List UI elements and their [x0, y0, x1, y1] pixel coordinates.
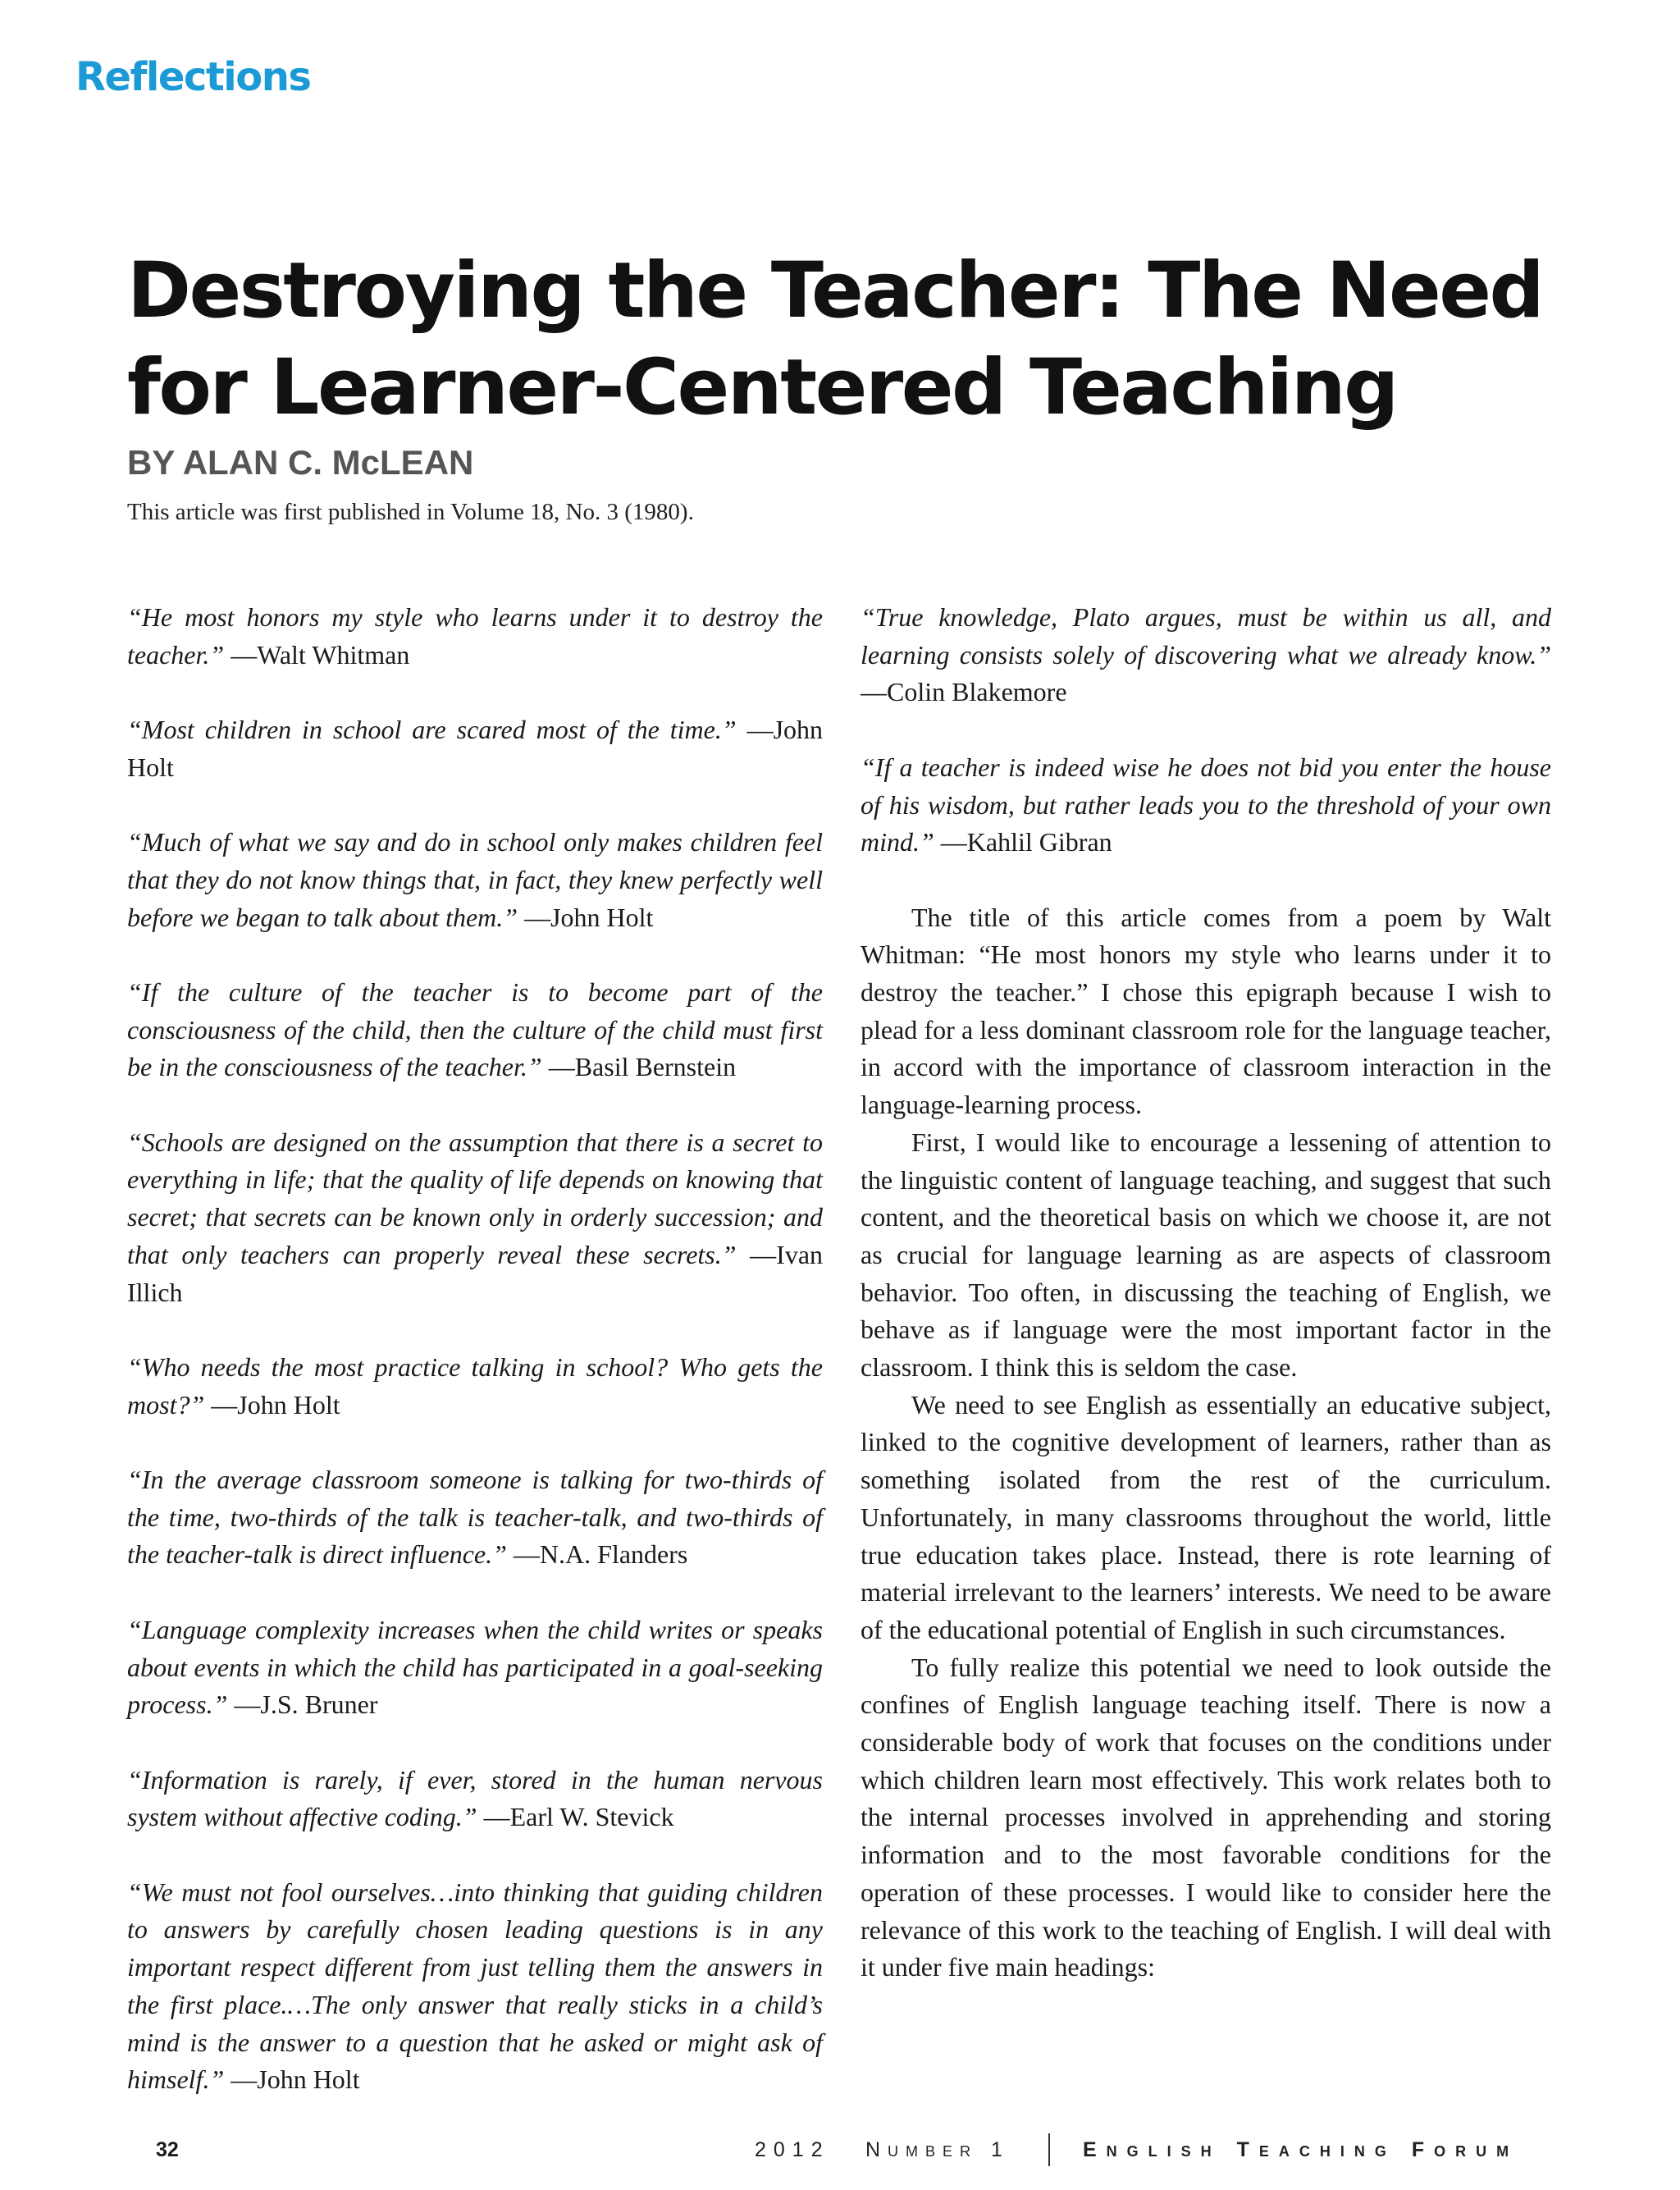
epigraph	[127, 1762, 823, 1836]
left-column	[127, 599, 823, 2137]
footer-divider	[1048, 2133, 1050, 2166]
epigraph-author: —Basil Bernstein	[548, 1052, 737, 1082]
epigraph-text: “If a teacher is indeed wise he does not bid you enter the house of his wisdom, but rather leads you to the threshold of your own mind.”	[861, 752, 1551, 857]
epigraph-text: “Information is rarely, if ever, stored in the human nervous system without affective coding.”	[127, 1764, 823, 1832]
body-paragraph: We need to see English as essentially an educative subject, linked to the cognitive development of learners, rather than as something isolated from the rest of the curriculum. Unfortunately, in many classrooms throughout the world, little true education takes place. Instead, there is rote learning of material irrelevant to the learners’ interests. We need to be aware of the educational potential of English in such circumstances.	[861, 1389, 1551, 1644]
article-body	[861, 899, 1551, 1987]
epigraph-text: “Who needs the most practice talking in school? Who gets the most?”	[127, 1351, 823, 1420]
epigraph-author: —John Holt	[524, 902, 654, 932]
epigraph	[127, 1874, 823, 2099]
epigraph-text: “Language complexity increases when the child writes or speaks about events in which the child has participated in a goal-seeking process.”	[127, 1614, 823, 1720]
publication-note: This article was first published in Volume 18, No. 3 (1980).	[127, 499, 694, 525]
epigraph-author: —J.S. Bruner	[234, 1689, 378, 1720]
page-number: 32	[156, 2138, 179, 2161]
epigraph	[127, 1124, 823, 1312]
footer-journal: English Teaching Forum	[1083, 2138, 1519, 2161]
section-label: Reflections	[75, 54, 311, 100]
epigraph-author: —Walt Whitman	[231, 639, 410, 670]
article-title: Destroying the Teacher: The Need for Learner-Centered Teaching	[127, 246, 1543, 432]
epigraph-text: “In the average classroom someone is talking for two-thirds of the time, two-thirds of the talk is teacher-talk, and two-thirds of the teacher-talk is direct influence.”	[127, 1465, 823, 1570]
byline: BY ALAN C. McLEAN	[127, 443, 474, 482]
epigraph-author: —John Holt	[127, 715, 824, 782]
epigraph-text: “True knowledge, Plato argues, must be within us all, and learning consists solely of discovering what we already know.”	[861, 602, 1551, 670]
body-paragraph: First, I would like to encourage a lessening of attention to the linguistic content of language teaching, and suggest that such content, and the theoretical basis on which we choose it, are not as crucial for language learning as are aspects of classroom behavior. Too often, in discussing the teaching of English, we behave as if language were the most important factor in the classroom. I think this is seldom the case.	[861, 1127, 1551, 1383]
epigraph	[127, 1349, 823, 1424]
epigraph	[127, 974, 823, 1086]
epigraph-text: “Most children in school are scared most of the time.”	[127, 715, 737, 745]
epigraph-author: —Earl W. Stevick	[483, 1802, 674, 1832]
epigraph-author: —John Holt	[231, 2064, 360, 2095]
body-paragraph: The title of this article comes from a poem by Walt Whitman: “He most honors my style who learns under it to destroy the teacher.” I chose this epigraph because I wish to plead for a less dominant classroom role for the language teacher, in accord with the importance of classroom interaction in the language-learning process.	[861, 902, 1551, 1120]
epigraph-text: “We must not fool ourselves…into thinking that guiding children to answers by carefully chosen leading questions is in any important respect different from just telling them the answers in the first place.…The only answer that really sticks in a child’s mind is the answer to a question that he asked or might ask of himself.”	[127, 1877, 823, 2095]
footer-year: 2012	[755, 2138, 830, 2161]
epigraph-text: “He most honors my style who learns under it to destroy the teacher.”	[127, 602, 823, 670]
body-paragraph: To fully realize this potential we need to look outside the confines of English language teaching itself. There is now a considerable body of work that focuses on the conditions under which children learn most effectively. This work relates both to the internal processes involved in apprehending and storing information and to the most favorable conditions for the operation of these processes. I would like to consider here the relevance of this work to the teaching of English. I will deal with it under five main headings:	[861, 1652, 1551, 1982]
epigraph-author: —Ivan Illich	[127, 1239, 824, 1307]
epigraph	[127, 599, 823, 674]
epigraph	[861, 749, 1551, 862]
epigraph-author: —Colin Blakemore	[861, 677, 1067, 707]
epigraph-text: “If the culture of the teacher is to become part of the consciousness of the child, then the culture of the child must first be in the consciousness of the teacher.”	[127, 976, 823, 1082]
epigraph	[861, 599, 1551, 711]
epigraph-author: —N.A. Flanders	[513, 1539, 688, 1570]
epigraph	[127, 824, 823, 936]
epigraph	[127, 1461, 823, 1574]
footer-issue: Number 1	[865, 2138, 1010, 2161]
page-footer	[0, 2138, 1680, 2171]
epigraph-text: “Much of what we say and do in school only makes children feel that they do not know things that, in fact, they knew perfectly well before we began to talk about them.”	[127, 827, 823, 932]
epigraph-author: —John Holt	[211, 1389, 340, 1420]
right-column	[861, 599, 1551, 1987]
epigraph	[127, 711, 823, 786]
epigraph-author: —Kahlil Gibran	[940, 827, 1112, 857]
epigraph-text: “Schools are designed on the assumption that there is a secret to everything in life; that the quality of life depends on knowing that secret; that secrets can be known only in orderly succession; and that only teachers can properly reveal these secrets.”	[127, 1127, 823, 1269]
epigraph	[127, 1612, 823, 1724]
